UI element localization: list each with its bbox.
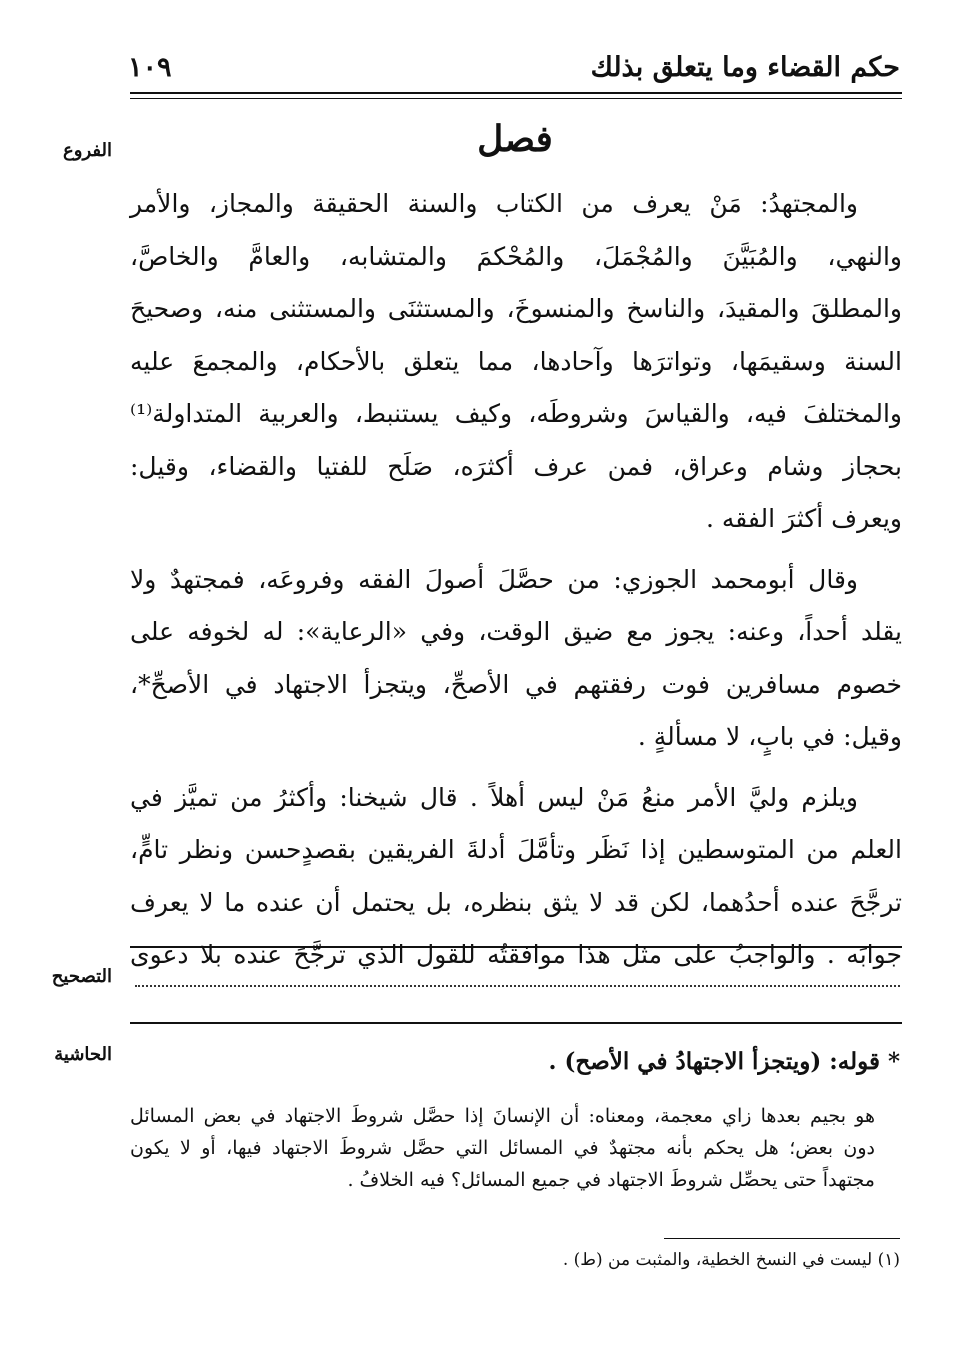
- correction-rule-top: [130, 946, 902, 948]
- main-line: السنة وسقيمَها، وتواترَها وآحادها، مما يتعلق بالأحكام، والمجمعَ عليه: [130, 346, 902, 376]
- header-rule-thick: [130, 92, 902, 94]
- footnote-rule: [664, 1238, 900, 1239]
- main-line: ترجَّحَ عنده أحدُهما، لكن قد لا يثق بنظره، بل يحتمل أن عنده ما لا يعرف: [130, 887, 902, 917]
- margin-note-text: [130, 1100, 875, 1196]
- main-line: والمختلفَ فيه، والقياسَ وشروطَه، وكيف يستنبط، والعربية المتداولة⁽¹⁾: [130, 399, 902, 428]
- main-line: وقيل: في بابٍ، لا مسألةٍ .: [637, 722, 902, 751]
- paragraph-gap: [130, 546, 902, 554]
- main-line: العلم من المتوسطين إذا نَظَر وتأمَّلَ أدلةَ الفريقين بقصدٍحسن ونظر تامٍّ،: [130, 835, 902, 864]
- main-line: ويلزم وليَّ الأمر منعُ مَنْ ليس أهلاً . قال شيخنا: وأكثرُ من تميَّز في: [130, 782, 858, 812]
- main-line: والمجتهدُ: مَنْ يعرف من الكتاب والسنة الحقيقة والمجاز، والأمر: [130, 189, 858, 218]
- correction-dotted-line: [135, 985, 900, 987]
- header-rule-thin: [130, 98, 902, 99]
- side-label-furu: الفروع: [63, 140, 112, 161]
- main-line: خصوم مسافرين فوت رفقتهم في الأصحِّ، ويتجزأ الاجتهاد في الأصحِّ*،: [130, 669, 902, 699]
- side-label-hashiya: الحاشية: [54, 1044, 112, 1065]
- main-line: والنهي، والمُبَيَّنَ والمُجْمَلَ، والمُحْكمَ والمتشابه، والعامَّ والخاصَّ،: [130, 241, 902, 271]
- main-line: جوابَه . والواجبُ على مثل هذا موافقتُه للقول الذي ترجَّحَ عنده بلا دعوى: [130, 940, 902, 969]
- margin-note-title: * قوله: (ويتجزأ الاجتهادُ في الأصح) .: [548, 1048, 900, 1075]
- note-line: دون بعض؛ هل يحكم بأنه مجتهدٌ في المسائل التي حصَّل شروطَ الاجتهاد فيها، أو لا يكون: [130, 1137, 875, 1159]
- running-title: حكم القضاء وما يتعلق بذلك: [590, 52, 900, 83]
- main-text-block: [130, 178, 902, 982]
- correction-rule-bottom: [130, 1022, 902, 1024]
- main-line: بحجاز وشام وعراق، فمن عرف أكثرَه، صَلَح للفتيا والقضاء، وقيل:: [130, 451, 902, 481]
- footnote: (١) ليست في النسخ الخطية، والمثبت من (ط) .: [562, 1250, 900, 1270]
- main-line: ويعرف أكثرَ الفقه .: [705, 504, 902, 533]
- page-number: ١٠٩: [128, 52, 172, 83]
- main-line: يقلد أحداً، وعنه: يجوز مع ضيق الوقت، وفي «الرعاية»: له لخوفه على: [130, 617, 902, 646]
- main-line: والمطلقَ والمقيدَ، والناسخ والمنسوخَ، والمستثنَى والمستثنى منه، وصحيحَ: [130, 294, 902, 323]
- side-label-tashih: التصحيح: [51, 966, 112, 987]
- section-heading: فصل: [477, 118, 553, 160]
- note-line: هو بجيم بعدها زاي معجمة، ومعناه: أن الإنسانَ إذا حصَّل شروطَ الاجتهاد في بعض المسائل: [130, 1105, 875, 1127]
- paragraph-gap: [130, 764, 902, 772]
- main-line: وقال أبومحمد الجوزي: من حصَّلَ أصولَ الفقه وفروعَه، فمجتهدٌ ولا: [130, 564, 858, 594]
- note-line: مجتهداً حتى يحصِّل شروطَ الاجتهاد في جميع المسائل؟ فيه الخلافُ .: [347, 1169, 875, 1191]
